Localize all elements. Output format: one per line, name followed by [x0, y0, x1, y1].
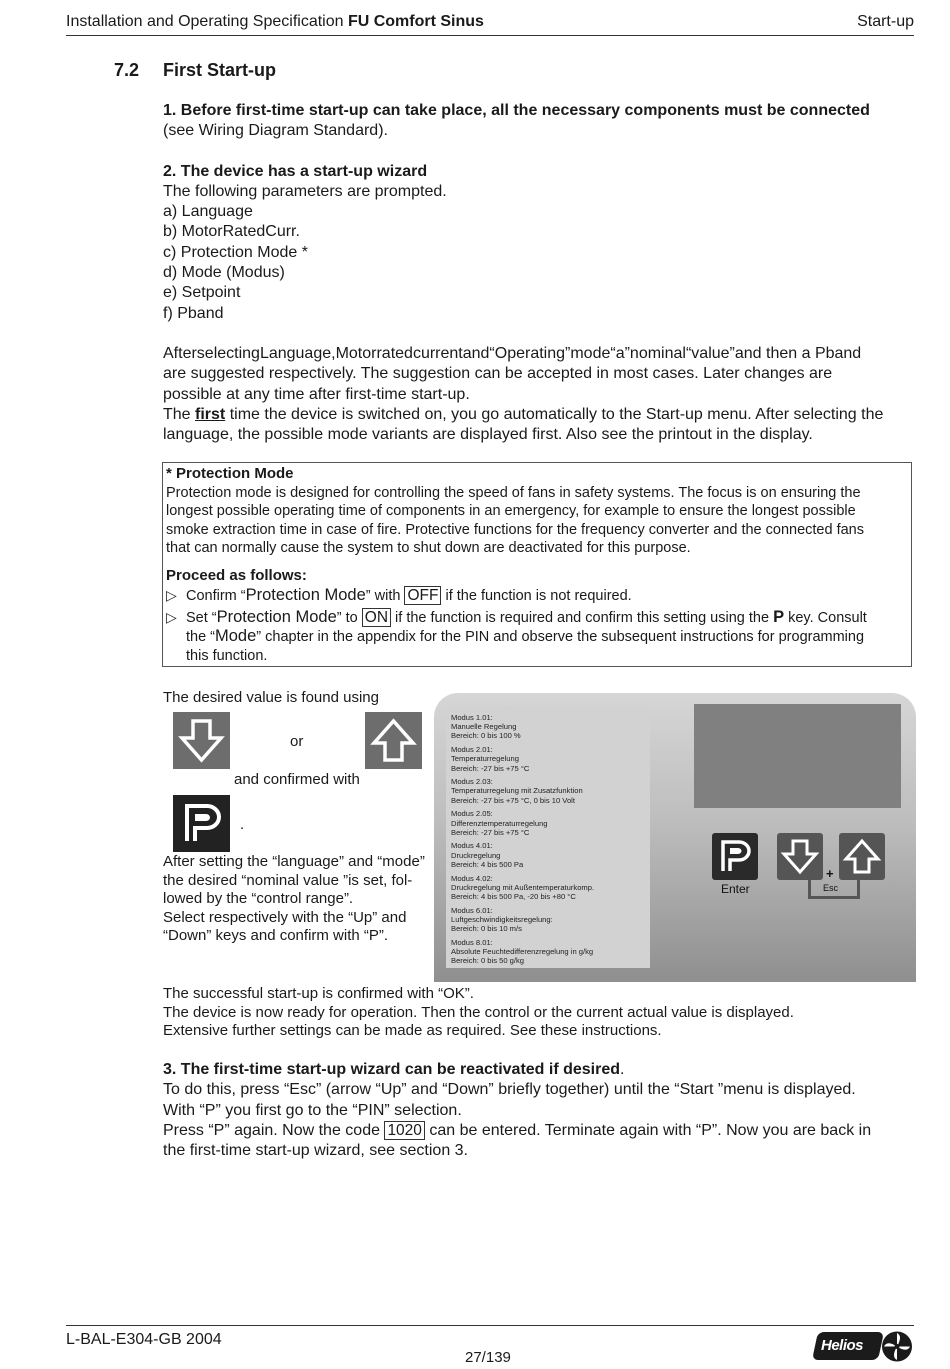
code-box: 1020: [384, 1121, 424, 1140]
mode-entry: Modus 4.01: Druckregelung Bereich: 4 bis 500 Pa: [451, 841, 524, 869]
protection-line: smoke extraction time in case of fire. Protective functions for the frequency converter and the connected fans: [166, 521, 864, 538]
header-title: Installation and Operating Specification FU Comfort Sinus: [66, 13, 484, 30]
p-key-icon: [173, 795, 230, 852]
down-arrow-icon: [777, 833, 823, 880]
mode-entry: Modus 1.01: Manuelle Regelung Bereich: 0 bis 100 %: [451, 713, 521, 741]
mode-entry: Modus 2.05: Differenztemperaturregelung Bereich: -27 bis +75 °C: [451, 809, 548, 837]
param-item: b) MotorRatedCurr.: [163, 223, 300, 241]
param-item: c) Protection Mode *: [163, 243, 308, 261]
up-key: [839, 833, 885, 880]
protection-line: longest possible operating time of components in an emergency, for example to ensure the longest possible: [166, 503, 856, 519]
triangle-icon: ▷: [166, 587, 177, 603]
param-item: d) Mode (Modus): [163, 264, 285, 282]
bullet-set-on-line3: this function.: [186, 647, 268, 664]
off-value-box: OFF: [404, 586, 441, 605]
param-item: a) Language: [163, 203, 253, 221]
mode-entry: Modus 6.01: Luftgeschwindigkeitsregelung: Bereich: 0 bis 10 m/s: [451, 905, 553, 934]
section-number: 7.2: [114, 60, 140, 80]
protection-box-title: * Protection Mode: [166, 465, 294, 482]
esc-label: Esc: [823, 883, 839, 893]
param-item: f) Pband: [163, 304, 224, 322]
proceed-heading: Proceed as follows:: [166, 566, 307, 584]
plus-label: +: [826, 866, 834, 881]
display-screen: [694, 704, 901, 808]
mode-entry: Modus 2.01: Temperaturregelung Bereich: -27 bis +75 °C: [451, 745, 530, 773]
section-heading: [114, 60, 276, 81]
after-setting-text: After setting the “language” and “mode” the desired “nominal value ”is set, fol- lowed by the “control range”. Select respectively with the “Up” and “Down” keys and confirm with “P”.: [163, 853, 425, 944]
step2-intro: The following parameters are prompted.: [163, 182, 447, 200]
bullet-confirm-off: ▷ Confirm “Protection Mode” with OFF if the function is not required.: [166, 586, 632, 604]
p-letter-icon: [173, 795, 230, 852]
step1-heading: 1. Before first-time start-up can take place, all the necessary components must be connected: [163, 102, 870, 119]
down-arrow-key-icon: [173, 712, 230, 769]
on-value-box: ON: [362, 608, 391, 627]
mode-list-printout: [446, 707, 650, 968]
page-number: 27/139: [465, 1349, 511, 1366]
header-section: Start-up: [857, 13, 914, 30]
up-arrow-icon: [839, 833, 885, 880]
section-title: First Start-up: [163, 60, 277, 80]
enter-key: [712, 833, 758, 880]
triangle-icon: ▷: [166, 608, 177, 625]
mode-entry: Modus 2.03: Temperaturregelung mit Zusatzfunktion Bereich: -27 bis +75 °C, 0 bis 10 Volt: [451, 777, 583, 805]
mode-entry: Modus 8.01: Absolute Feuchtedifferenzregelung in g/kg Bereich: 0 bis 50 g/kg: [451, 937, 594, 966]
step1-note: (see Wiring Diagram Standard).: [163, 122, 388, 140]
suggestion-line: are suggested respectively. The suggestion can be accepted in most cases. Later changes are: [163, 365, 833, 383]
mode-entry: Modus 4.02: Druckregelung mit Außentemperaturkomp. Bereich: 4 bis 500 Pa, -20 bis +80 °C: [451, 873, 595, 901]
enter-label: Enter: [721, 882, 750, 896]
protection-line: that can normally cause the system to shut down are deactivated for this purpose.: [166, 540, 691, 556]
step3-text: 3. The first-time start-up wizard can be reactivated if desired. To do this, press “Esc” (arrow “Up” and “Down” briefly together) until the “Start ”menu is displayed. With “P” you first go to the “PIN” selection. Press “P” again. Now the code 1020 can be entered. Terminate again with “P”. Now you are back in the first-time start-up wizard, see section 3.: [163, 1060, 918, 1161]
fan-icon: [881, 1330, 913, 1363]
code-line: Press “P” again. Now the code 1020 can be entered. Terminate again with “P”. Now you are back in: [163, 1121, 872, 1139]
footer-doc-id: L-BAL-E304-GB 2004: [66, 1331, 222, 1348]
confirmed-with-text: and confirmed with: [234, 771, 360, 788]
param-item: e) Setpoint: [163, 284, 241, 302]
or-text: or: [290, 733, 304, 750]
up-arrow-icon: [365, 712, 422, 769]
page-header: [66, 13, 914, 36]
step2-heading: 2. The device has a start-up wizard: [163, 162, 428, 180]
down-arrow-icon: [173, 712, 230, 769]
down-key: [777, 833, 823, 880]
helios-logo: Helios: [815, 1330, 913, 1363]
p-letter-icon: [712, 833, 758, 880]
suggestion-line: possible at any time after first-time start-up.: [163, 385, 470, 403]
first-emphasis: first: [195, 405, 226, 423]
step3-heading: 3. The first-time start-up wizard can be reactivated if desired.: [163, 1061, 625, 1078]
success-text: The successful start-up is confirmed with “OK”. The device is now ready for operation. Then the control or the current actual value is displayed. Extensive further settings can be made as required. See these instructions.: [163, 985, 794, 1039]
found-using-text: The desired value is found using: [163, 689, 379, 706]
first-start-line-2: language, the possible mode variants are displayed first. Also see the printout in the display.: [163, 426, 813, 444]
first-start-line: The first time the device is switched on, you go automatically to the Start-up menu. After selecting the: [163, 405, 884, 423]
dot-text: .: [240, 816, 245, 833]
suggestion-line: AfterselectingLanguage,Motorratedcurrentand“Operating”mode“a”nominal“value”and then a Pband: [163, 344, 862, 362]
footer-rule: [66, 1325, 914, 1326]
protection-line: Protection mode is designed for controlling the speed of fans in safety systems. The focus is on ensuring the: [166, 484, 861, 501]
bullet-set-on-line2: the “Mode” chapter in the appendix for the PIN and observe the subsequent instructions for programming: [186, 627, 865, 645]
up-arrow-key-icon: [365, 712, 422, 769]
intro-text: [163, 101, 918, 445]
bullet-set-on: ▷ Set “Protection Mode” to ON if the function is required and confirm this setting using the P key. Consult: [166, 607, 867, 626]
protection-mode-box: [162, 462, 912, 667]
